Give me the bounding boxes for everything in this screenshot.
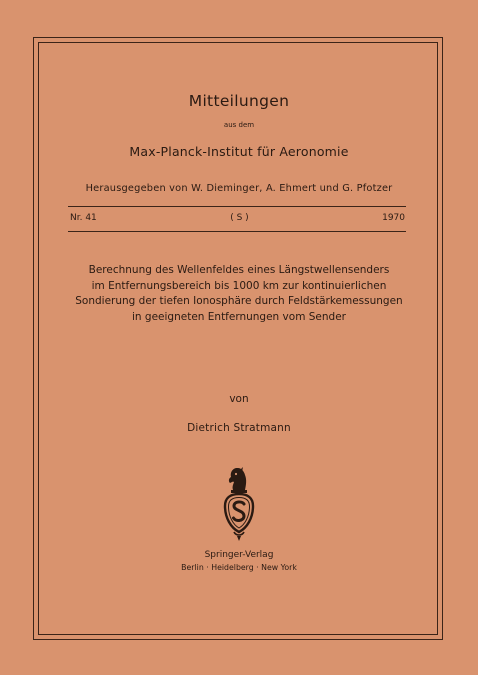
- publisher-cities: Berlin · Heidelberg · New York: [181, 563, 297, 572]
- issue-row: [70, 213, 405, 223]
- issue-code: ( S ): [230, 213, 249, 223]
- publisher-name: Springer-Verlag: [204, 550, 274, 560]
- title-line: Sondierung der tiefen Ionosphäre durch Feldstärkemessungen: [75, 295, 403, 308]
- top-rule: [68, 206, 406, 207]
- title-line: Berechnung des Wellenfeldes eines Längstwellensenders: [88, 264, 390, 276]
- springer-knight-logo-icon: [221, 466, 257, 542]
- editors-line: Herausgegeben von W. Dieminger, A. Ehmert und G. Pfotzer: [85, 183, 393, 194]
- bottom-rule: [68, 231, 406, 232]
- document-title: [0, 263, 478, 325]
- title-line: im Entfernungsbereich bis 1000 km zur kontinuierlichen: [91, 279, 387, 292]
- title-line: in geeigneten Entfernungen vom Sender: [132, 310, 346, 323]
- series-title: Mitteilungen: [188, 92, 290, 110]
- issue-number: Nr. 41: [70, 213, 97, 223]
- author-name: Dietrich Stratmann: [187, 422, 291, 434]
- inner-border: [38, 42, 438, 635]
- aus-dem-label: aus dem: [223, 121, 255, 129]
- by-label: von: [229, 393, 249, 405]
- issue-year: 1970: [382, 213, 405, 223]
- institute-name: Max-Planck-Institut für Aeronomie: [129, 144, 349, 159]
